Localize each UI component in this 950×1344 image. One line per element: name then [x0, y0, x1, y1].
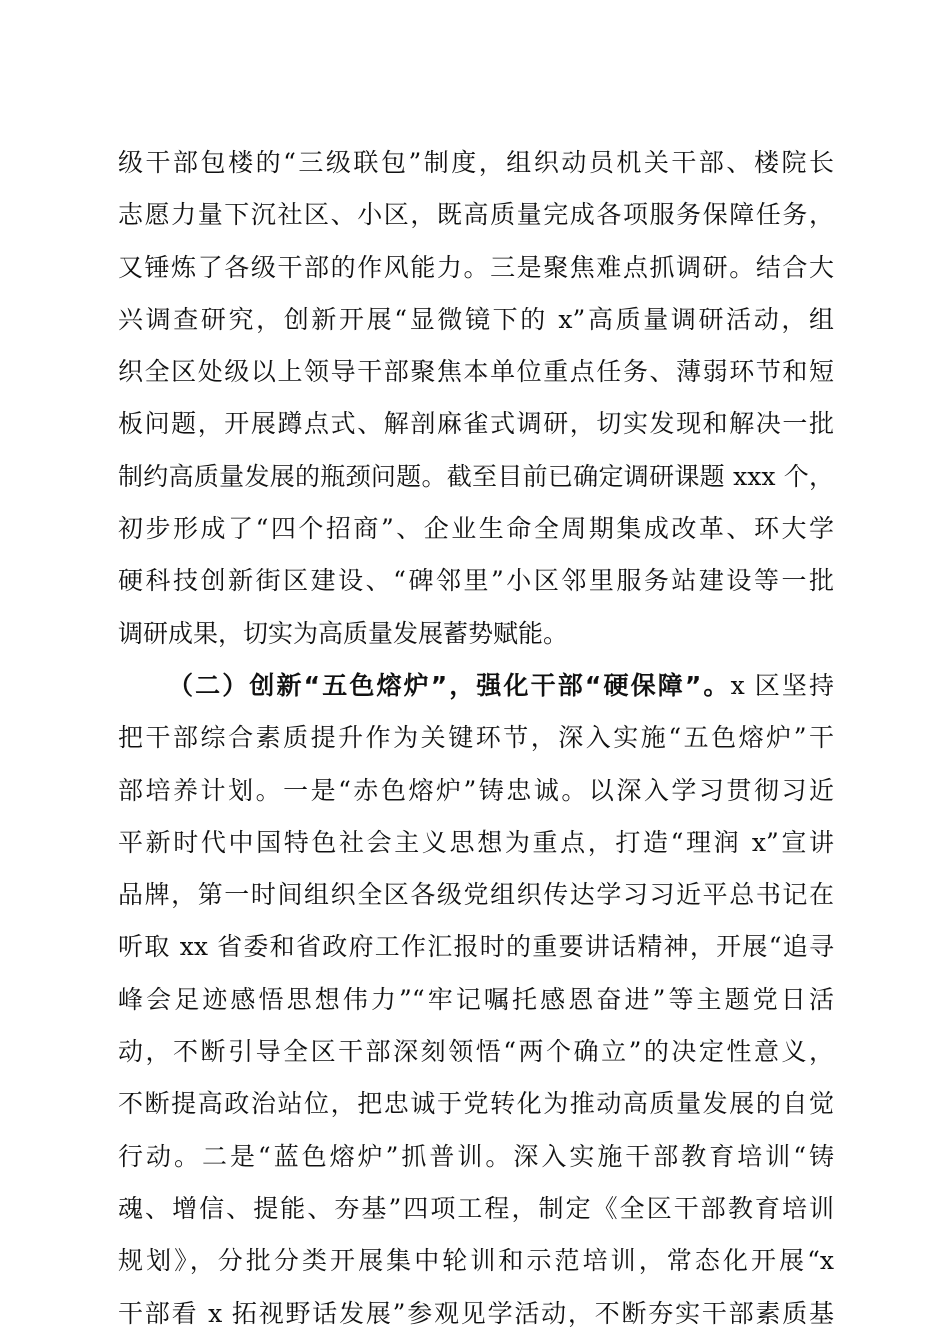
text-line: 织全区处级以上领导干部聚焦本单位重点任务、薄弱环节和短	[118, 357, 834, 387]
text-line: 部培养计划。一是“赤色熔炉”铸忠诚。以深入学习贯彻习近	[118, 775, 834, 805]
text-line: 魂、增信、提能、夯基”四项工程，制定《全区干部教育培训	[118, 1193, 834, 1223]
text-line: 行动。二是“蓝色熔炉”抓普训。深入实施干部教育培训“铸	[118, 1141, 834, 1171]
text-line: 规划》，分批分类开展集中轮训和示范培训，常态化开展“x	[118, 1246, 834, 1276]
text-line: 不断提高政治站位，把忠诚于党转化为推动高质量发展的自觉	[118, 1089, 834, 1119]
text-line: 干部看 x 拓视野话发展”参观见学活动，不断夯实干部素质基	[118, 1298, 834, 1328]
text-line: 动，不断引导全区干部深刻领悟“两个确立”的决定性意义，	[118, 1037, 834, 1067]
text-line: 品牌，第一时间组织全区各级党组织传达学习习近平总书记在	[118, 880, 834, 910]
text-line: 级干部包楼的“三级联包”制度，组织动员机关干部、楼院长	[118, 148, 834, 177]
section-heading-continuation: x 区坚持	[730, 670, 834, 700]
text-line: 把干部综合素质提升作为关键环节，深入实施“五色熔炉”干	[118, 723, 834, 753]
document-body	[118, 137, 834, 1340]
text-line: 平新时代中国特色社会主义思想为重点，打造“理润 x”宣讲	[118, 827, 834, 857]
text-line: 板问题，开展蹲点式、解剖麻雀式调研，切实发现和解决一批	[118, 409, 834, 439]
section-heading-line	[118, 660, 834, 712]
text-line: 硬科技创新街区建设、“碑邻里”小区邻里服务站建设等一批	[118, 566, 834, 596]
text-line: 调研成果，切实为高质量发展蓄势赋能。	[118, 618, 569, 648]
section-heading: （二）创新“五色熔炉”，强化干部“硬保障”。	[168, 670, 731, 700]
text-line: 兴调查研究，创新开展“显微镜下的 x”高质量调研活动，组	[118, 304, 834, 334]
text-line: 初步形成了“四个招商”、企业生命全周期集成改革、环大学	[118, 514, 834, 544]
text-line: 制约高质量发展的瓶颈问题。截至目前已确定调研课题 xxx 个，	[118, 461, 834, 491]
text-line: 听取 xx 省委和省政府工作汇报时的重要讲话精神，开展“追寻	[118, 932, 834, 962]
text-line: 又锤炼了各级干部的作风能力。三是聚焦难点抓调研。结合大	[118, 252, 834, 282]
text-line: 峰会足迹感悟思想伟力”“牢记嘱托感恩奋进”等主题党日活	[118, 984, 834, 1014]
text-line: 志愿力量下沉社区、小区，既高质量完成各项服务保障任务，	[118, 200, 834, 230]
